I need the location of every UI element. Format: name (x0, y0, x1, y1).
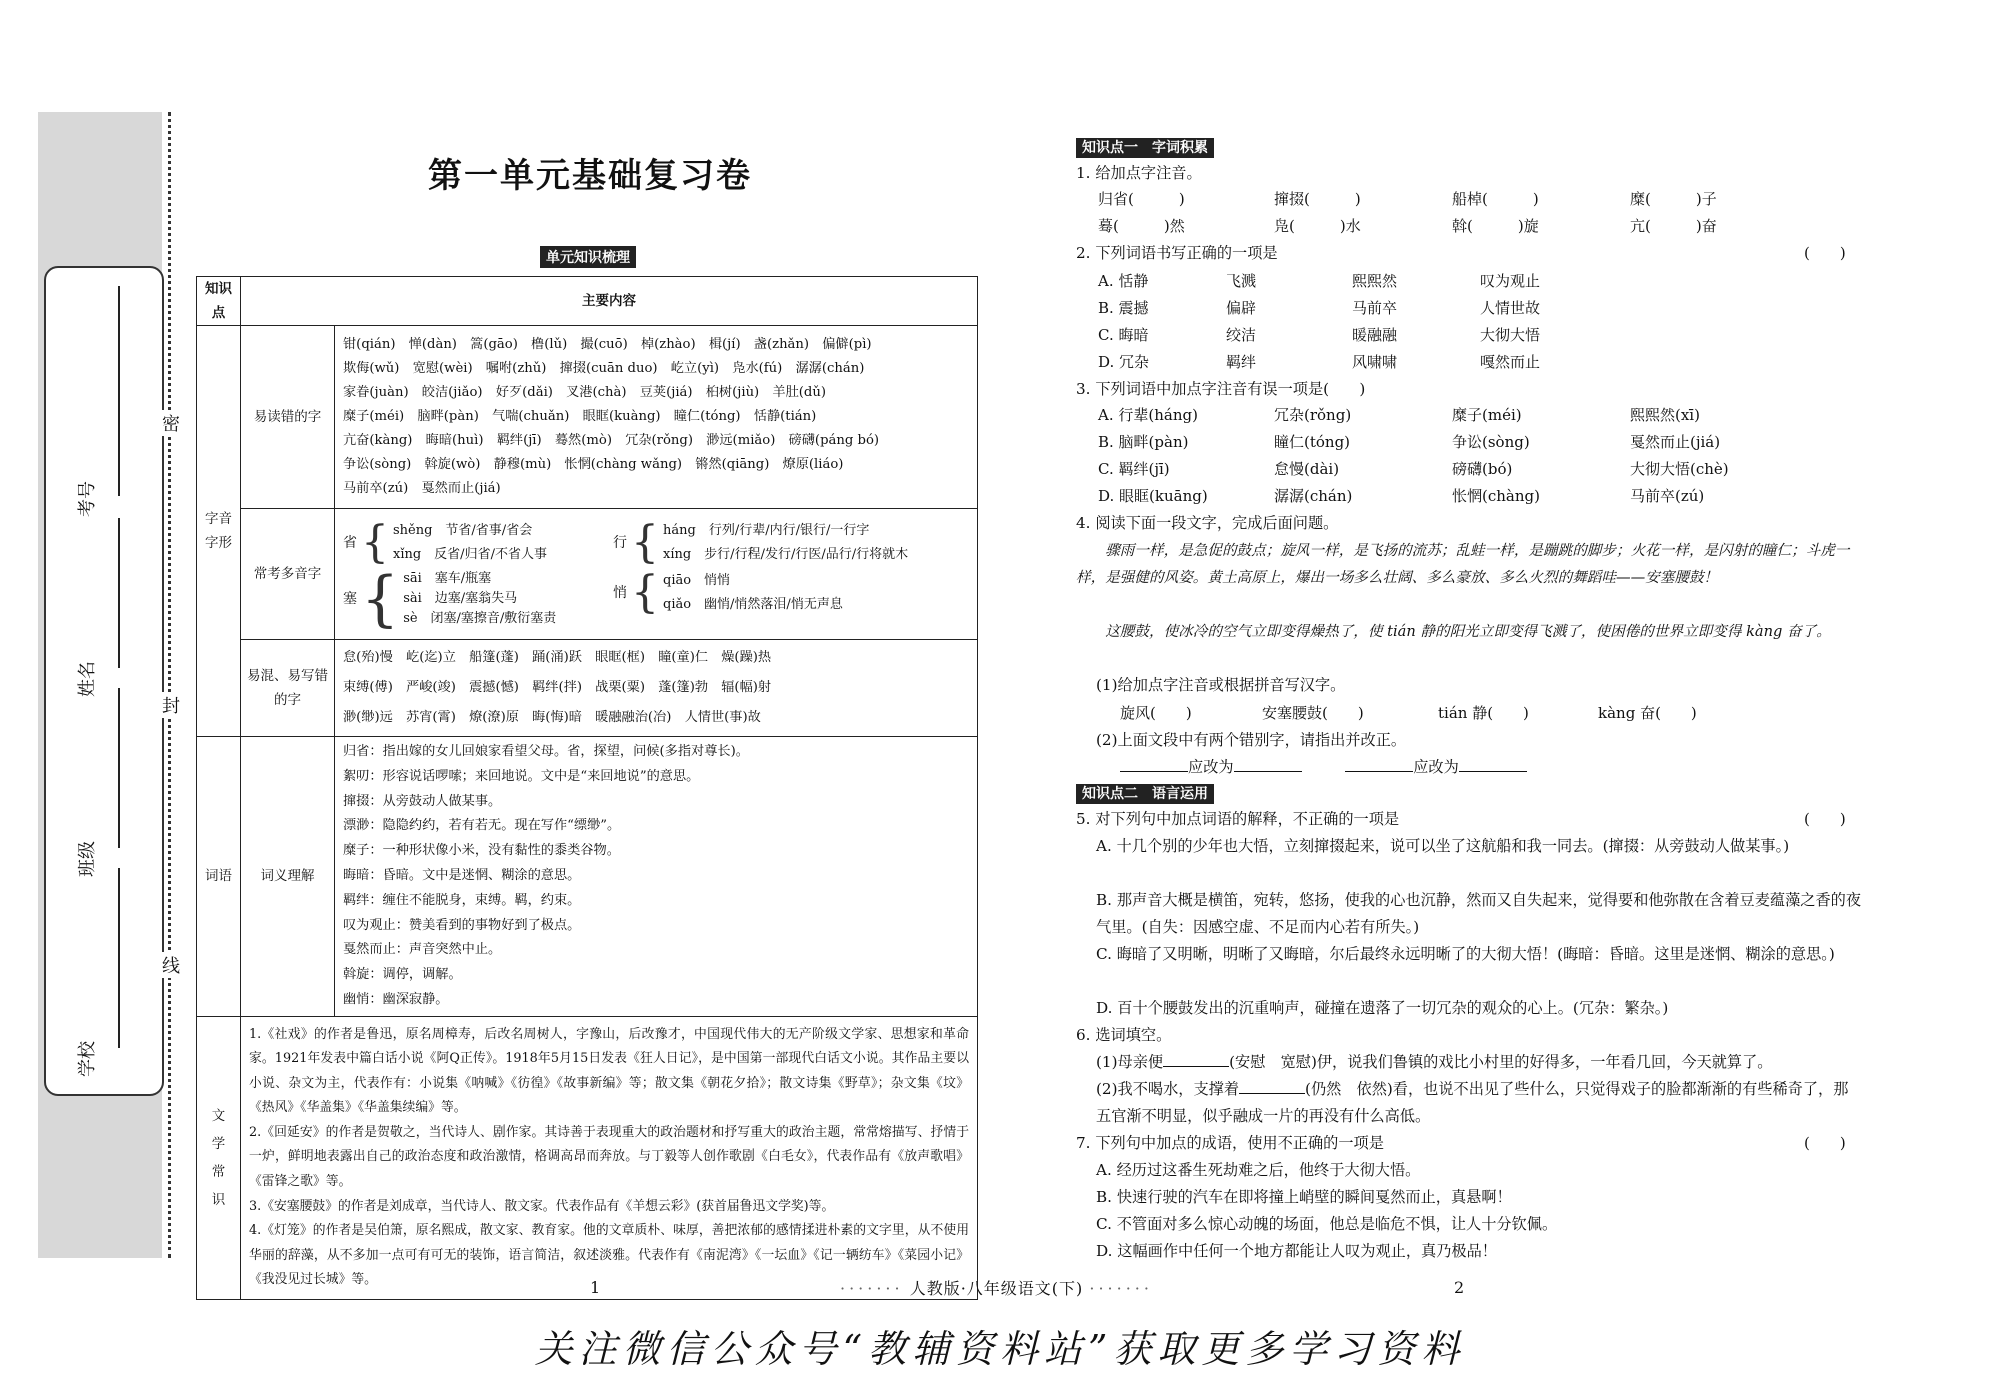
polyphone-sheng: 省 { shěng 节省/省事/省会 xǐng 反省/归省/不省人事 (343, 517, 547, 568)
yidu-line: 家眷(juàn) 皎洁(jiǎo) 好歹(dǎi) 叉港(chà) 豆荚(jiá) 桕树(jiù) 羊肚(dǔ) (343, 385, 826, 400)
question-4-stem: 4. 阅读下面一段文字，完成后面问题。 (1076, 514, 1339, 532)
ciyi-line: 幽悄：幽深寂静。 (343, 991, 449, 1007)
question-2-stem: 2. 下列词语书写正确的一项是 (1076, 244, 1278, 262)
ciyi-line: 戛然而止：声音突然中止。 (343, 942, 502, 958)
ciyi-line: 絮叨：形容说话啰嗦；来回地说。文中是“来回地说”的意思。 (343, 768, 700, 784)
yihun-content (335, 640, 978, 737)
ciyi-content (335, 737, 978, 1017)
category-ciyu: 词语 (197, 737, 241, 1017)
q1-item: 斡( )旋 (1452, 217, 1539, 235)
answer-paren: ( ) (1804, 1134, 1846, 1152)
table-row (197, 1016, 978, 1299)
duoyin-content (335, 509, 978, 640)
yidu-line: 亢奋(kàng) 晦暗(huì) 羁绊(jī) 蓦然(mò) 冗杂(rǒng) 渺远(miǎo) 磅礴(páng bó) (343, 433, 880, 448)
question-1-items (1098, 186, 1806, 240)
seal-char-xian: 线 (162, 952, 180, 978)
wenxue-content (241, 1016, 978, 1299)
q1-item: 撺掇( ) (1274, 190, 1361, 208)
table-row (197, 640, 978, 737)
header-cell: 知识点 (197, 277, 241, 326)
question-2-options: A. 恬静 飞溅 熙熙然 叹为观止 B. 震撼 偏辟 马前卒 人情世故 C. 晦暗 绞洁 暖融融 大彻大悟 D. 冗杂 羁绊 风啸啸 嘎然而止 (1098, 272, 1541, 371)
q5-option-c: C. 晦暗了又明晰，明晰了又晦暗，尔后最终永远明晰了的大彻大悟！(晦暗：昏暗。这里是迷惘、糊涂的意思。) (1096, 945, 1835, 963)
ciyi-line: 斡旋：调停，调解。 (343, 967, 462, 983)
subcategory-yidu: 易读错的字 (241, 326, 335, 509)
seal-char-feng: 封 (162, 692, 180, 718)
q1-item: 亢( )奋 (1630, 217, 1717, 235)
question-6-stem: 6. 选词填空。 (1076, 1026, 1172, 1044)
q4-passage: 骤雨一样，是急促的鼓点；旋风一样，是飞扬的流苏；乱蛙一样，是蹦跳的脚步；火花一样，是闪射的瞳仁；斗虎一样，是强健的风姿。黄土高原上，爆出一场多么壮阔、多么豪放、多么火烈的舞蹈哇——安塞腰鼓！ (1076, 542, 1850, 586)
yidu-line: 欺侮(wǔ) 宽慰(wèi) 嘱咐(zhǔ) 撺掇(cuān duo) 屹立(yì) 凫水(fú) 潺潺(chán) (343, 361, 865, 376)
category-wenxue: 文学常识 (197, 1016, 241, 1299)
field-label-school: 学校 (77, 1041, 98, 1077)
q5-option-d: D. 百十个腰鼓发出的沉重响声，碰撞在遗落了一切冗杂的观众的心上。(冗杂：繁杂。) (1096, 999, 1669, 1017)
answer-paren: ( ) (1804, 810, 1846, 828)
field-line (118, 868, 120, 1048)
section-tag-1: 知识点一 字词积累 (1076, 138, 1214, 158)
q4-sub1-items: 旋风( ) 安塞腰鼓( ) tián 静( ) kàng 奋( ) (1120, 704, 1697, 722)
polyphone-hang: 行 { háng 行列/行辈/内行/银行/一行字 xíng 步行/行程/发行/行医/品行/行将就木 (613, 517, 909, 568)
q7-option: B. 快速行驶的汽车在即将撞上峭壁的瞬间戛然而止，真悬啊！ (1096, 1188, 1512, 1206)
subcategory-yihun: 易混、易写错的字 (241, 640, 335, 737)
question-1-stem: 1. 给加点字注音。 (1076, 164, 1202, 182)
footer-edition: ······· 人教版·八年级语文(下) ······· (840, 1279, 1153, 1298)
seal-dotted-line (168, 112, 171, 1258)
table-row (197, 737, 978, 1017)
category-zixing: 字音字形 (197, 326, 241, 737)
table-row (197, 326, 978, 509)
yihun-line: 束缚(傅) 严峻(竣) 震撼(憾) 羁绊(拌) 战栗(粟) 蓬(篷)勃 辐(幅)射 (343, 680, 772, 695)
q7-option: A. 经历过这番生死劫难之后，他终于大彻大悟。 (1096, 1161, 1421, 1179)
ciyi-line: 羁绊：缠住不能脱身，束缚。羁，约束。 (343, 892, 581, 908)
q1-item: 归省( ) (1098, 190, 1185, 208)
knowledge-table (196, 276, 978, 1300)
subcategory-duoyin: 常考多音字 (241, 509, 335, 640)
blank[interactable] (1239, 1093, 1305, 1094)
polyphone-sai: 塞 { sāi 塞车/瓶塞 sài 边塞/塞翁失马 sè 闭塞/塞擦音/敷衍塞责 (343, 564, 557, 634)
page-title: 第一单元基础复习卷 (428, 156, 752, 196)
ciyi-line: 撺掇：从旁鼓动人做某事。 (343, 793, 502, 809)
section-label: 单元知识梳理 (540, 246, 636, 268)
question-7-stem: 7. 下列句中加点的成语，使用不正确的一项是 (1076, 1134, 1384, 1152)
question-3-options: A. 行辈(háng) 冗杂(rǒng) 糜子(méi) 熙熙然(xī) B. 脑畔(pàn) 瞳仁(tóng) 争讼(sòng) 戛然而止(jiá) C. 羁绊(jī) 怠慢(dài) 磅礴(bó) 大彻大悟(chè) D. 眼眶(kuāng) 潺潺(chán) 怅惘(chàng) 马前卒(zú) (1098, 406, 1729, 505)
field-label-name: 姓名 (77, 661, 98, 697)
q7-option: C. 不管面对多么惊心动魄的场面，他总是临危不惧，让人十分钦佩。 (1096, 1215, 1558, 1233)
ciyi-line: 晦暗：昏暗。文中是迷惘、糊涂的意思。 (343, 867, 581, 883)
field-label-exam-number: 考号 (77, 481, 98, 517)
ciyi-line: 糜子：一种形状像小米，没有黏性的黍类谷物。 (343, 843, 620, 859)
blank[interactable] (1163, 1066, 1229, 1067)
question-5-stem: 5. 对下列句中加点词语的解释，不正确的一项是 (1076, 810, 1400, 828)
q4-fix-blanks: 应改为 应改为 (1120, 754, 1906, 781)
wenxue-para: 1.《社戏》的作者是鲁迅，原名周樟寿，后改名周树人，字豫山，后改豫才，中国现代伟大的无产阶级文学家、思想家和革命家。1921年发表中篇白话小说《阿Q正传》。1918年5月15日发表《狂人日记》，是中国第一部现代白话文小说。其作品主要以小说、杂文为主，代表作有：小说集《呐喊》《彷徨》《故事新编》等；散文集《朝花夕拾》；散文诗集《野草》；杂文集《坟》《热风》《华盖集》《华盖集续编》等。 (249, 1026, 969, 1116)
field-line (118, 286, 120, 496)
q1-item: 船棹( ) (1452, 190, 1539, 208)
table-header-row (197, 277, 978, 326)
page-number-right: 2 (1454, 1278, 1465, 1297)
q1-item: 凫( )水 (1274, 217, 1361, 235)
wenxue-para: 3.《安塞腰鼓》的作者是刘成章，当代诗人、散文家。代表作品有《羊想云彩》(获首届鲁迅文学奖)等。 (249, 1198, 835, 1214)
q1-item: 蓦( )然 (1098, 217, 1185, 235)
yidu-line: 钳(qián) 惮(dàn) 篙(gāo) 橹(lǔ) 撮(cuō) 棹(zhào) 楫(jí) 盏(zhǎn) 偏僻(pì) (343, 337, 872, 352)
q5-option-b: B. 那声音大概是横笛，宛转，悠扬，使我的心也沉静，然而又自失起来，觉得要和他弥散在含着豆麦蕴藻之香的夜气里。(自失：因感空虚、不足而内心若有所失。) (1096, 891, 1862, 936)
polyphone-qiao: 悄 { qiāo 悄悄 qiǎo 幽悄/悄然落泪/悄无声息 (613, 567, 843, 618)
wenxue-para: 4.《灯笼》的作者是吴伯箫，原名熙成，散文家、教育家。他的文章质朴、味厚，善把浓郁的感情揉进朴素的文字里，从不使用华丽的辞藻，从不多加一点可有可无的装饰，语言简洁，叙述淡雅。代表作有《南泥湾》《一坛血》《记一辆纺车》《菜园小记》《我没见过长城》等。 (249, 1223, 969, 1288)
answer-paren: ( ) (1804, 244, 1846, 262)
ciyi-line: 归省：指出嫁的女儿回娘家看望父母。省，探望，问候(多指对尊长)。 (343, 744, 749, 759)
ciyi-line: 漂渺：隐隐约约，若有若无。现在写作“缥缈”。 (343, 818, 621, 834)
student-info-box (44, 266, 164, 1096)
q4-sub1: (1)给加点字注音或根据拼音写汉字。 (1096, 676, 1346, 694)
question-3-stem: 3. 下列词语中加点字注音有误一项是( ) (1076, 380, 1366, 398)
q4-passage: 这腰鼓，使冰冷的空气立即变得燥热了，使 tián 静的阳光立即变得飞溅了，使困倦的世界立即变得 kàng 奋了。 (1105, 623, 1831, 640)
q1-item: 糜( )子 (1630, 190, 1717, 208)
yihun-line: 渺(缈)远 苏宵(霄) 燎(潦)原 晦(悔)暗 暖融融治(冶) 人情世(事)故 (343, 710, 761, 725)
q7-option: D. 这幅画作中任何一个地方都能让人叹为观止，真乃极品！ (1096, 1242, 1497, 1260)
field-line (118, 688, 120, 848)
field-label-class: 班级 (77, 841, 98, 877)
yidu-line: 马前卒(zú) 戛然而止(jiá) (343, 481, 501, 496)
ciyi-line: 叹为观止：赞美看到的事物好到了极点。 (343, 917, 581, 933)
section-tag-2: 知识点二 语言运用 (1076, 784, 1214, 804)
q6-item-1: (1)母亲便 (安慰 宽慰)伊，说我们鲁镇的戏比小村里的好得多，一年看几回，今天就算了。 (1096, 1053, 1773, 1071)
yidu-line: 糜子(méi) 脑畔(pàn) 气喘(chuǎn) 眼眶(kuàng) 瞳仁(tóng) 恬静(tián) (343, 409, 817, 424)
yidu-line: 争讼(sòng) 斡旋(wò) 静穆(mù) 怅惘(chàng wǎng) 锵然(qiāng) 燎原(liáo) (343, 457, 844, 472)
field-line (118, 518, 120, 668)
promo-banner: 关注微信公众号“教辅资料站”获取更多学习资料 (534, 1327, 1466, 1371)
yihun-line: 怠(殆)慢 屹(迄)立 船篷(蓬) 踊(涌)跃 眼眶(框) 瞳(童)仁 燥(躁)热 (343, 650, 772, 665)
seal-char-mi: 密 (162, 410, 180, 436)
wenxue-para: 2.《回延安》的作者是贺敬之，当代诗人、剧作家。其诗善于表现重大的政治题材和抒写重大的政治主题，常常熔描写、抒情于一炉，鲜明地表露出自己的政治态度和政治激情，格调高昂而奔放。与丁毅等人创作歌剧《白毛女》，代表作品有《放声歌唱》《雷锋之歌》等。 (249, 1124, 969, 1190)
subcategory-ciyi: 词义理解 (241, 737, 335, 1017)
q5-option-a: A. 十几个别的少年也大悟，立刻撺掇起来，说可以坐了这航船和我一同去。(撺掇：从旁鼓动人做某事。) (1096, 837, 1790, 855)
table-row (197, 509, 978, 640)
yidu-content (335, 326, 978, 509)
q6-item-2: (2)我不喝水，支撑着 (仍然 依然)看，也说不出见了些什么，只觉得戏子的脸都渐渐的有些稀奇了，那五官渐不明显，似乎融成一片的再没有什么高低。 (1096, 1080, 1849, 1125)
page-number-left: 1 (590, 1278, 601, 1297)
q4-sub2: (2)上面文段中有两个错别字，请指出并改正。 (1096, 731, 1407, 749)
header-cell: 主要内容 (241, 277, 978, 326)
